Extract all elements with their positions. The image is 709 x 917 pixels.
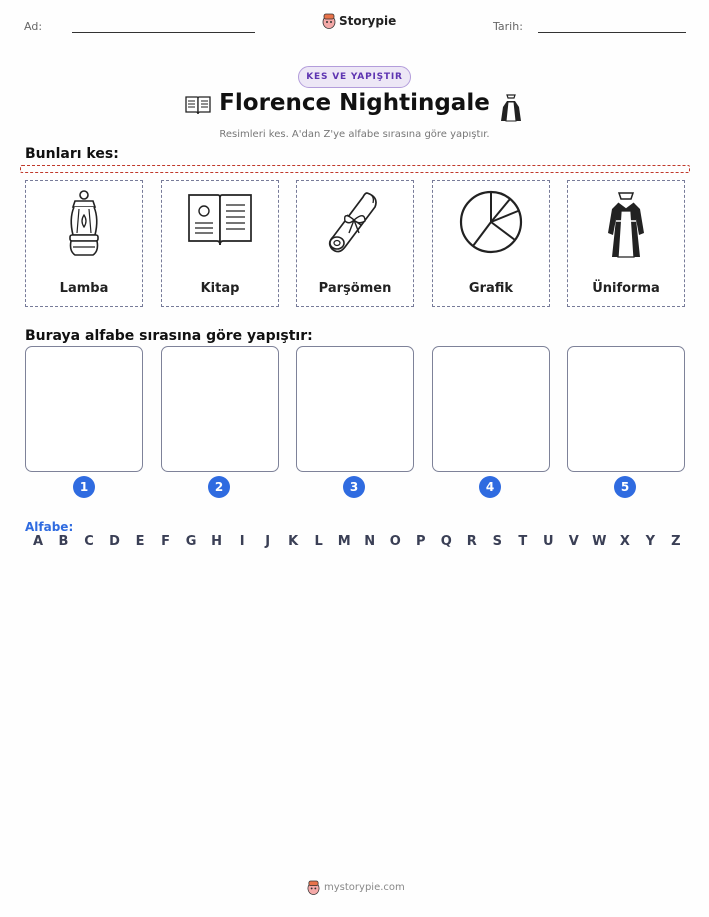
- activity-badge: KES VE YAPIŞTIR: [298, 66, 411, 88]
- alphabet-letter: A: [32, 534, 44, 549]
- alphabet-row: [30, 534, 684, 549]
- brand-name: Storypie: [339, 14, 397, 28]
- alphabet-letter: Y: [645, 534, 656, 549]
- nurse-uniform-icon: [568, 189, 684, 271]
- slot-number: 4: [479, 476, 501, 498]
- alphabet-letter: P: [415, 534, 426, 549]
- open-book-icon: [162, 189, 278, 271]
- alphabet-letter: Z: [671, 534, 681, 549]
- alphabet-letter: M: [337, 534, 351, 549]
- alphabet-letter: N: [364, 534, 376, 549]
- footer: [307, 880, 405, 895]
- paste-slot-4[interactable]: [432, 346, 550, 472]
- alphabet-letter: L: [314, 534, 323, 549]
- slot-number: 2: [208, 476, 230, 498]
- alphabet-letter: J: [265, 534, 271, 549]
- nurse-icon: [498, 93, 524, 127]
- alphabet-letter: K: [288, 534, 299, 549]
- alphabet-letter: S: [492, 534, 502, 549]
- paste-slot-2[interactable]: [161, 346, 279, 472]
- cut-line: [20, 165, 690, 173]
- alphabet-letter: O: [389, 534, 401, 549]
- footer-url[interactable]: mystorypie.com: [324, 882, 405, 893]
- cut-card-grafik[interactable]: [432, 180, 550, 307]
- alphabet-letter: I: [239, 534, 245, 549]
- slot-number: 3: [343, 476, 365, 498]
- lantern-icon: [26, 189, 142, 271]
- cut-card-lamba[interactable]: [25, 180, 143, 307]
- paste-slot-3[interactable]: [296, 346, 414, 472]
- cut-card-uniforma[interactable]: [567, 180, 685, 307]
- scroll-icon: [297, 189, 413, 271]
- date-field-line[interactable]: [538, 32, 686, 33]
- alphabet-letter: B: [58, 534, 69, 549]
- alphabet-letter: X: [619, 534, 630, 549]
- cut-heading: Bunları kes:: [25, 146, 119, 162]
- alphabet-letter: T: [518, 534, 528, 549]
- storypie-mascot-icon: [307, 880, 320, 895]
- card-label-uniforma: Üniforma: [592, 281, 660, 296]
- cut-card-parsomen[interactable]: [296, 180, 414, 307]
- name-field-line[interactable]: [72, 32, 255, 33]
- slot-number: 1: [73, 476, 95, 498]
- alphabet-letter: C: [84, 534, 94, 549]
- paste-heading: Buraya alfabe sırasına göre yapıştır:: [25, 328, 313, 344]
- brand-logo: [322, 13, 396, 29]
- alphabet-letter: F: [161, 534, 171, 549]
- pie-chart-icon: [433, 189, 549, 271]
- paste-slot-5[interactable]: [567, 346, 685, 472]
- alphabet-label: Alfabe:: [25, 520, 74, 534]
- alphabet-letter: U: [543, 534, 554, 549]
- storypie-mascot-icon: [322, 13, 336, 29]
- alphabet-letter: Q: [440, 534, 452, 549]
- card-label-kitap: Kitap: [200, 281, 240, 296]
- card-label-parsomen: Parşömen: [318, 281, 392, 296]
- name-label: Ad:: [24, 20, 43, 33]
- cut-card-kitap[interactable]: [161, 180, 279, 307]
- date-label: Tarih:: [493, 20, 523, 33]
- alphabet-letter: R: [466, 534, 477, 549]
- alphabet-letter: G: [185, 534, 197, 549]
- card-label-grafik: Grafik: [468, 281, 514, 296]
- alphabet-letter: W: [592, 534, 607, 549]
- page-title: Florence Nightingale: [219, 90, 490, 116]
- alphabet-letter: D: [109, 534, 120, 549]
- alphabet-letter: H: [211, 534, 223, 549]
- slot-number: 5: [614, 476, 636, 498]
- instructions: Resimleri kes. A'dan Z'ye alfabe sırasına göre yapıştır.: [219, 129, 490, 140]
- alphabet-letter: V: [568, 534, 579, 549]
- paste-slot-1[interactable]: [25, 346, 143, 472]
- alphabet-letter: E: [135, 534, 145, 549]
- card-label-lamba: Lamba: [59, 281, 109, 296]
